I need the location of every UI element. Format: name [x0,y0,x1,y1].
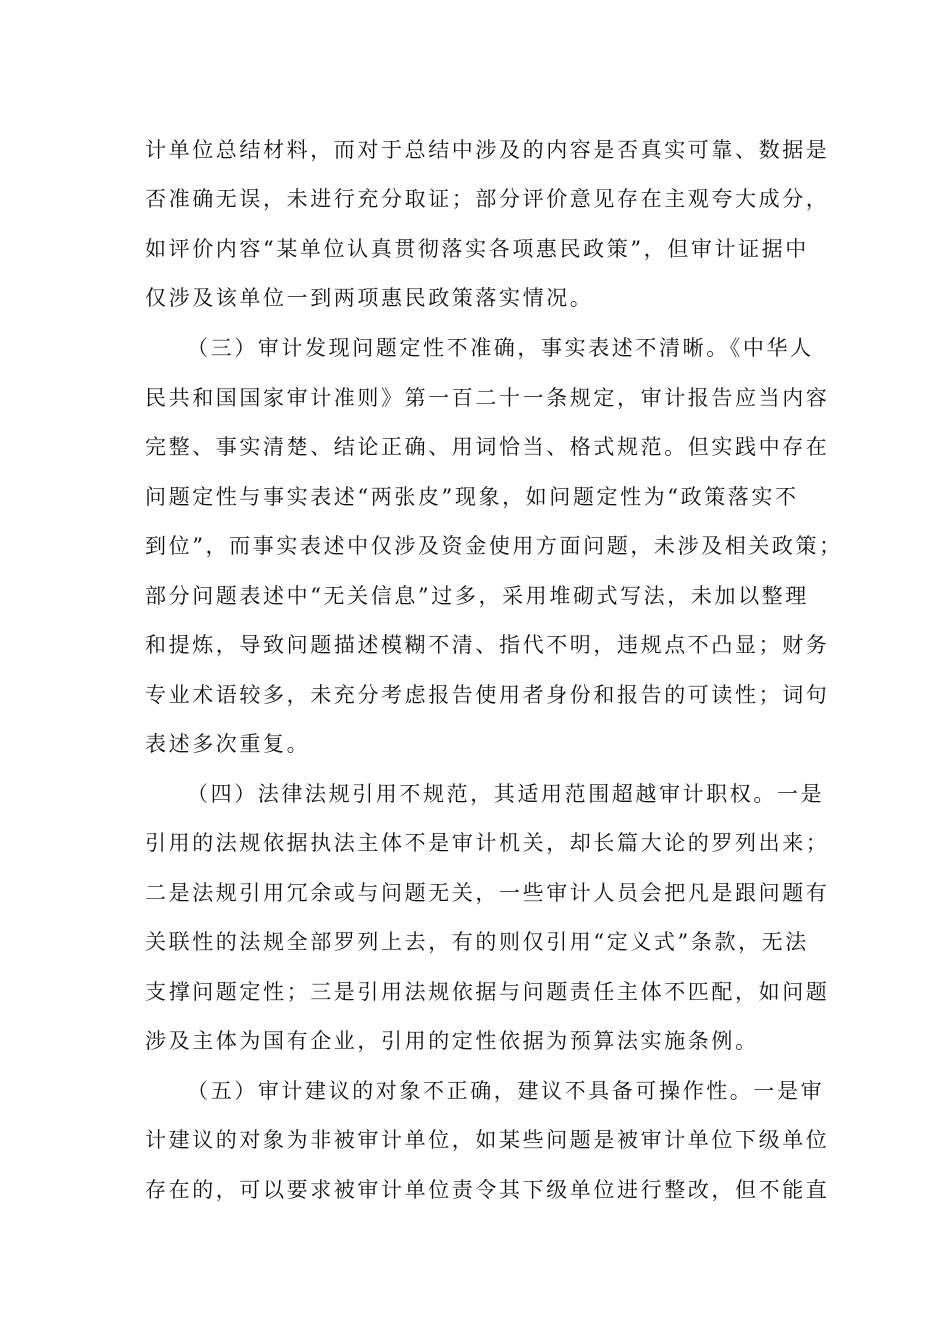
text-line: 如评价内容“某单位认真贯彻落实各项惠民政策”，但审计证据中 [145,237,809,261]
text-line: 二是法规引用冗余或与问题无关，一些审计人员会把凡是跟问题有 [145,881,830,905]
text-line: 表述多次重复。 [145,732,311,756]
text-line: 引用的法规依据执法主体不是审计机关，却长篇大论的罗列出来； [145,831,830,855]
text-line: 完整、事实清楚、结论正确、用词恰当、格式规范。但实践中存在 [145,435,830,459]
text-line: 涉及主体为国有企业，引用的定性依据为预算法实施条例。 [145,1029,759,1053]
text-line: 民共和国国家审计准则》第一百二十一条规定，审计报告应当内容 [145,386,830,410]
text-line: 计单位总结材料，而对于总结中涉及的内容是否真实可靠、数据是 [145,138,830,162]
text-line: 到位”，而事实表述中仅涉及资金使用方面问题，未涉及相关政策； [145,534,843,558]
text-line: 和提炼，导致问题描述模糊不清、指代不明，违规点不凸显；财务 [145,633,830,657]
section-heading-4: （四）法律法规引用不规范，其适用范围超越审计职权。一是 [187,782,825,806]
text-line: 专业术语较多，未充分考虑报告使用者身份和报告的可读性；词句 [145,683,830,707]
text-line: 计建议的对象为非被审计单位，如某些问题是被审计单位下级单位 [145,1128,830,1152]
text-line: 部分问题表述中“无关信息”过多，采用堆砌式写法，未加以整理 [145,584,809,608]
text-line: 关联性的法规全部罗列上去，有的则仅引用“定义式”条款，无法 [145,930,809,954]
text-line: 存在的，可以要求被审计单位责令其下级单位进行整改，但不能直 [145,1178,830,1202]
text-line: 问题定性与事实表述“两张皮”现象，如问题定性为“政策落实不 [145,485,799,509]
section-heading-3: （三）审计发现问题定性不准确，事实表述不清晰。《中华人 [187,336,814,360]
text-line: 否准确无误，未进行充分取证；部分评价意见存在主观夸大成分， [145,187,830,211]
text-line: 支撑问题定性；三是引用法规依据与问题责任主体不匹配，如问题 [145,980,830,1004]
section-heading-5: （五）审计建议的对象不正确，建议不具备可操作性。一是审 [187,1079,825,1103]
text-line: 仅涉及该单位一到两项惠民政策落实情况。 [145,286,594,310]
